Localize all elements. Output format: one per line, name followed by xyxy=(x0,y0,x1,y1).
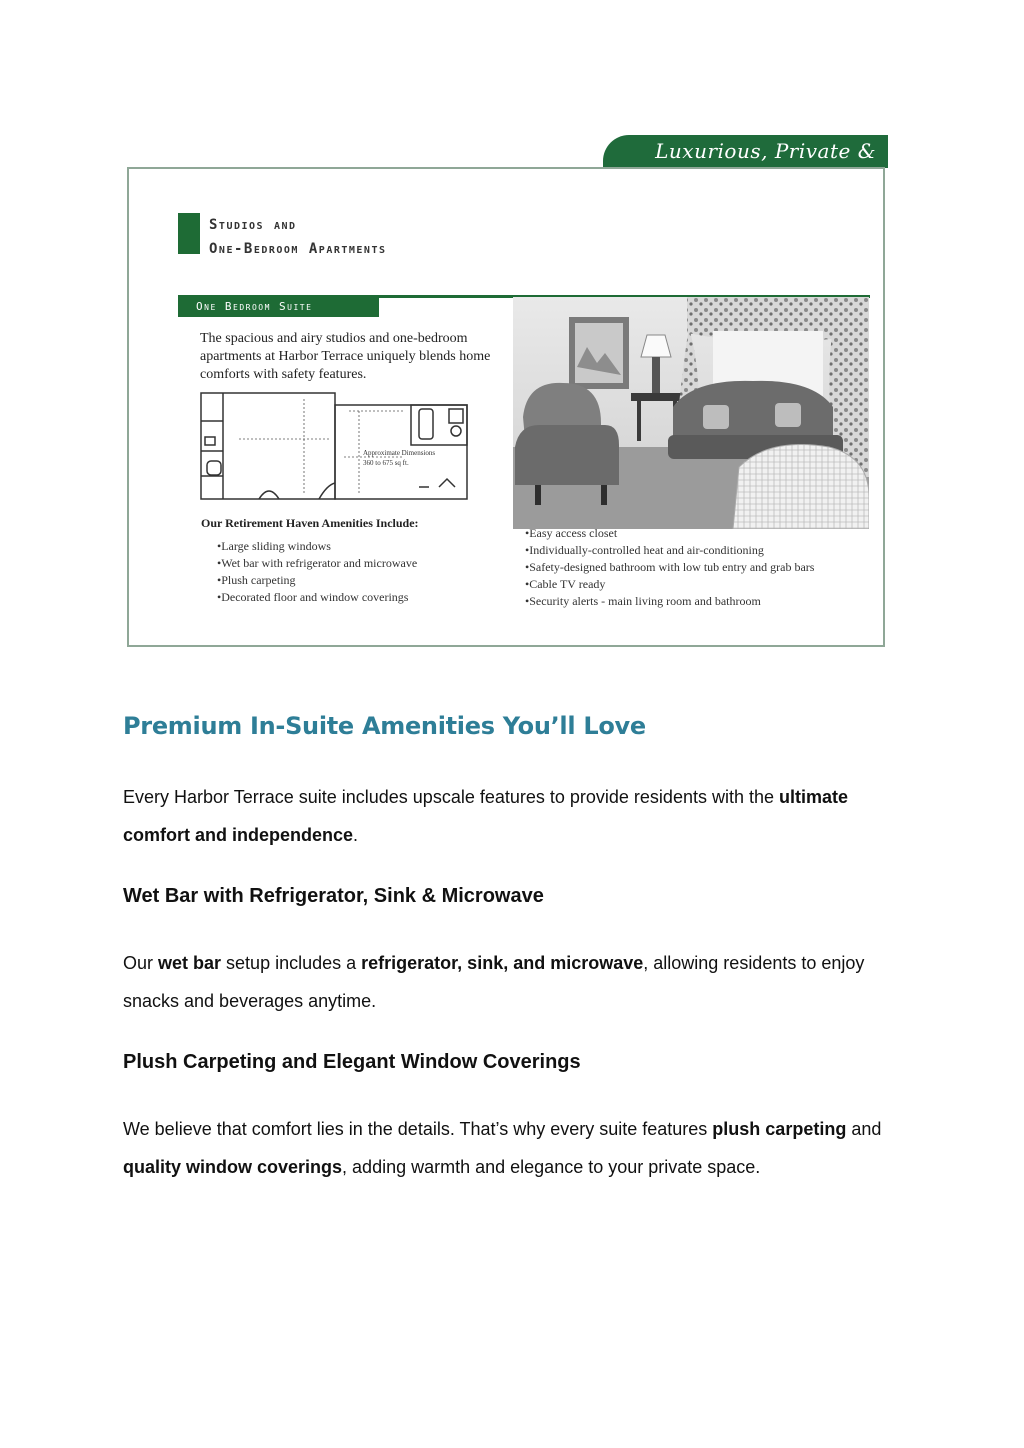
intro-emphasis: ultimate comfort and independence xyxy=(123,787,849,845)
plan-dimension-line1: Approximate Dimensions xyxy=(363,449,436,457)
brochure-intro: The spacious and airy studios and one-bedroom apartments at Harbor Terrace uniquely blends home comforts with safety features. xyxy=(200,331,491,382)
living-room-photo xyxy=(513,297,869,529)
article-intro-paragraph xyxy=(123,779,913,854)
amenities-list-left xyxy=(217,538,417,606)
section-heading-carpeting: Plush Carpeting and Elegant Window Coverings xyxy=(123,1051,581,1073)
suite-label: One Bedroom Suite xyxy=(178,297,379,317)
paragraph-emphasis: refrigerator, sink, and microwave xyxy=(361,953,644,973)
paragraph-emphasis: wet bar xyxy=(158,953,222,973)
amenity-item: •Easy access closet xyxy=(525,526,618,540)
paragraph-text: , allowing residents to enjoy snacks and beverages anytime. xyxy=(123,953,865,1011)
brochure-heading-line2: One-Bedroom Apartments xyxy=(209,241,387,257)
paragraph-emphasis: quality window coverings xyxy=(123,1156,343,1177)
amenity-item: •Wet bar with refrigerator and microwave xyxy=(217,556,418,570)
paragraph-text: and xyxy=(846,1119,882,1139)
section-paragraph-wet-bar xyxy=(123,945,913,1020)
article-title: Premium In-Suite Amenities You’ll Love xyxy=(123,712,646,740)
amenity-item: •Plush carpeting xyxy=(217,573,296,587)
paragraph-text: , adding warmth and elegance to your private space. xyxy=(342,1156,761,1177)
paragraph-text: Our xyxy=(123,953,159,973)
amenity-item: •Decorated floor and window coverings xyxy=(217,590,409,604)
brochure-figure xyxy=(127,167,885,647)
floor-plan-drawing xyxy=(199,391,471,503)
brochure-tagline-tab: Luxurious, Private & xyxy=(603,135,888,168)
intro-text: Every Harbor Terrace suite includes upscale features to provide residents with the xyxy=(123,787,779,807)
amenity-item: •Large sliding windows xyxy=(217,539,331,553)
paragraph-text: We believe that comfort lies in the details. That’s why every suite features xyxy=(123,1119,713,1139)
brochure-heading-line1: Studios and xyxy=(209,217,297,233)
paragraph-text: setup includes a xyxy=(221,953,362,973)
intro-text-end: . xyxy=(353,824,359,845)
brochure-heading xyxy=(209,213,387,261)
amenities-list-right xyxy=(525,525,814,610)
amenities-title: Our Retirement Haven Amenities Include: xyxy=(201,516,419,530)
section-paragraph-carpeting xyxy=(123,1111,913,1186)
amenity-item: •Cable TV ready xyxy=(525,577,606,591)
amenity-item: •Individually-controlled heat and air-conditioning xyxy=(525,543,764,557)
paragraph-emphasis: plush carpeting xyxy=(712,1119,847,1139)
heading-accent-bar xyxy=(178,213,200,254)
plan-dimension-line2: 360 to 675 sq ft. xyxy=(363,459,409,467)
section-heading-wet-bar: Wet Bar with Refrigerator, Sink & Microwave xyxy=(123,885,544,907)
amenity-item: •Safety-designed bathroom with low tub entry and grab bars xyxy=(525,560,815,574)
amenity-item: •Security alerts - main living room and bathroom xyxy=(525,594,761,608)
